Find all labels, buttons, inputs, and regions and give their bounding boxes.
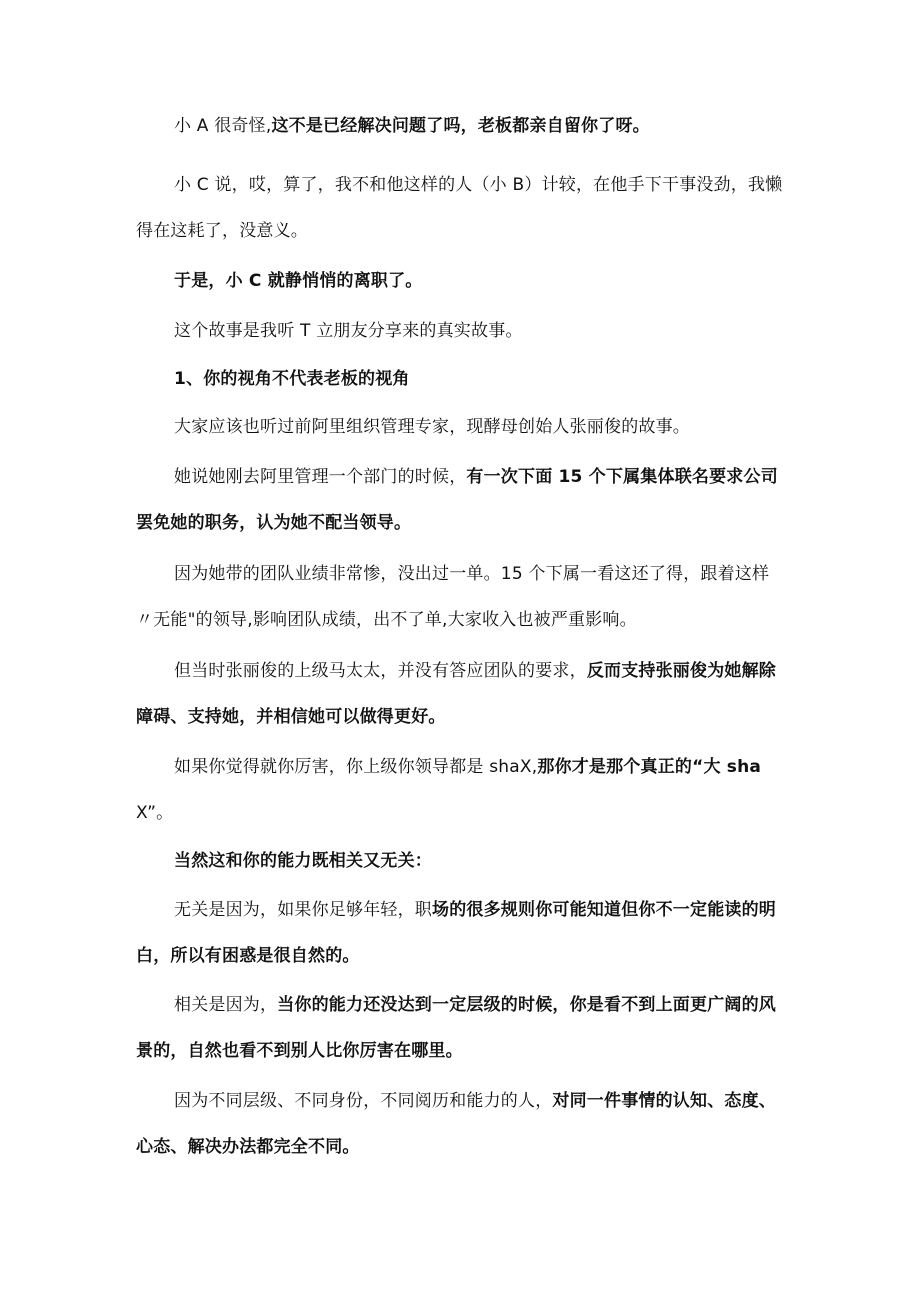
paragraph-1: [136, 103, 786, 149]
section-heading-1-text: 1、你的视角不代表老板的视角: [174, 369, 410, 389]
paragraph-11-text: 当然这和你的能力既相关又无关：: [174, 851, 432, 871]
paragraph-6: [136, 404, 786, 450]
paragraph-13-text-a: 相关是因为，: [174, 995, 278, 1015]
paragraph-6-text: 大家应该也听过前阿里组织管理专家，现酵母创始人张丽俊的故事。: [174, 417, 690, 437]
paragraph-4: [136, 308, 786, 354]
paragraph-10: [136, 744, 786, 836]
paragraph-13: [136, 982, 786, 1074]
paragraph-12-text-a: 无关是因为，如果你足够年轻，职: [174, 900, 432, 920]
paragraph-14-text-a: 因为不同层级、不同身份，不同阅历和能力的人，: [174, 1091, 553, 1111]
paragraph-11: [136, 838, 786, 884]
paragraph-10-text-b: 那你才是那个真正的“大 sha: [537, 757, 762, 777]
paragraph-1-text-a: 小 A 很奇怪,: [174, 116, 272, 136]
paragraph-8: [136, 551, 786, 643]
paragraph-3: [136, 258, 786, 304]
paragraph-2: [136, 162, 786, 254]
paragraph-13-text-b: 当你的能力还没达到一定层级的时候，你是看不到上面更广阔的风景的，自然也看不到别人比你厉害在哪里。: [136, 995, 777, 1061]
paragraph-7-text-a: 她说她刚去阿里管理一个部门的时候，: [174, 467, 467, 487]
paragraph-3-text: 于是，小 C 就静悄悄的离职了。: [174, 271, 423, 291]
paragraph-7: [136, 454, 786, 546]
paragraph-14-text-b: 对同一件事情的认知、态度、心态、解决办法都完全不同。: [136, 1091, 777, 1157]
paragraph-7-text-b: 有一次下面 15 个下属集体联名要求公司罢免她的职务，认为她不配当领导。: [136, 467, 778, 533]
paragraph-1-text-b: 这不是已经解决问题了吗，老板都亲自留你了呀。: [271, 116, 650, 136]
paragraph-4-text: 这个故事是我听 T 立朋友分享来的真实故事。: [174, 321, 523, 341]
paragraph-8-text: 因为她带的团队业绩非常惨，没出过一单。15 个下属一看这还了得，跟着这样〃无能"的领导,影响团队成绩，出不了单,大家收入也被严重影响。: [136, 564, 770, 630]
paragraph-10-text-c: X”。: [136, 803, 174, 823]
paragraph-9-text-a: 但当时张丽俊的上级马太太，并没有答应团队的要求，: [174, 661, 587, 681]
paragraph-9: [136, 648, 786, 740]
paragraph-2-text: 小 C 说，哎，算了，我不和他这样的人（小 B）计较，在他手下干事没劲，我懒得在这耗了，没意义。: [136, 175, 783, 241]
paragraph-9-text-b: 反而支持张丽俊为她解除障碍、支持她，并相信她可以做得更好。: [136, 661, 777, 727]
paragraph-10-text-a: 如果你觉得就你厉害，你上级你领导都是 shaX,: [174, 757, 538, 777]
paragraph-12: [136, 887, 786, 979]
paragraph-12-text-b: 场的很多规则你可能知道但你不一定能读的明白，所以有困惑是很自然的。: [136, 900, 776, 966]
paragraph-14: [136, 1078, 786, 1170]
section-heading-1: [136, 356, 786, 402]
